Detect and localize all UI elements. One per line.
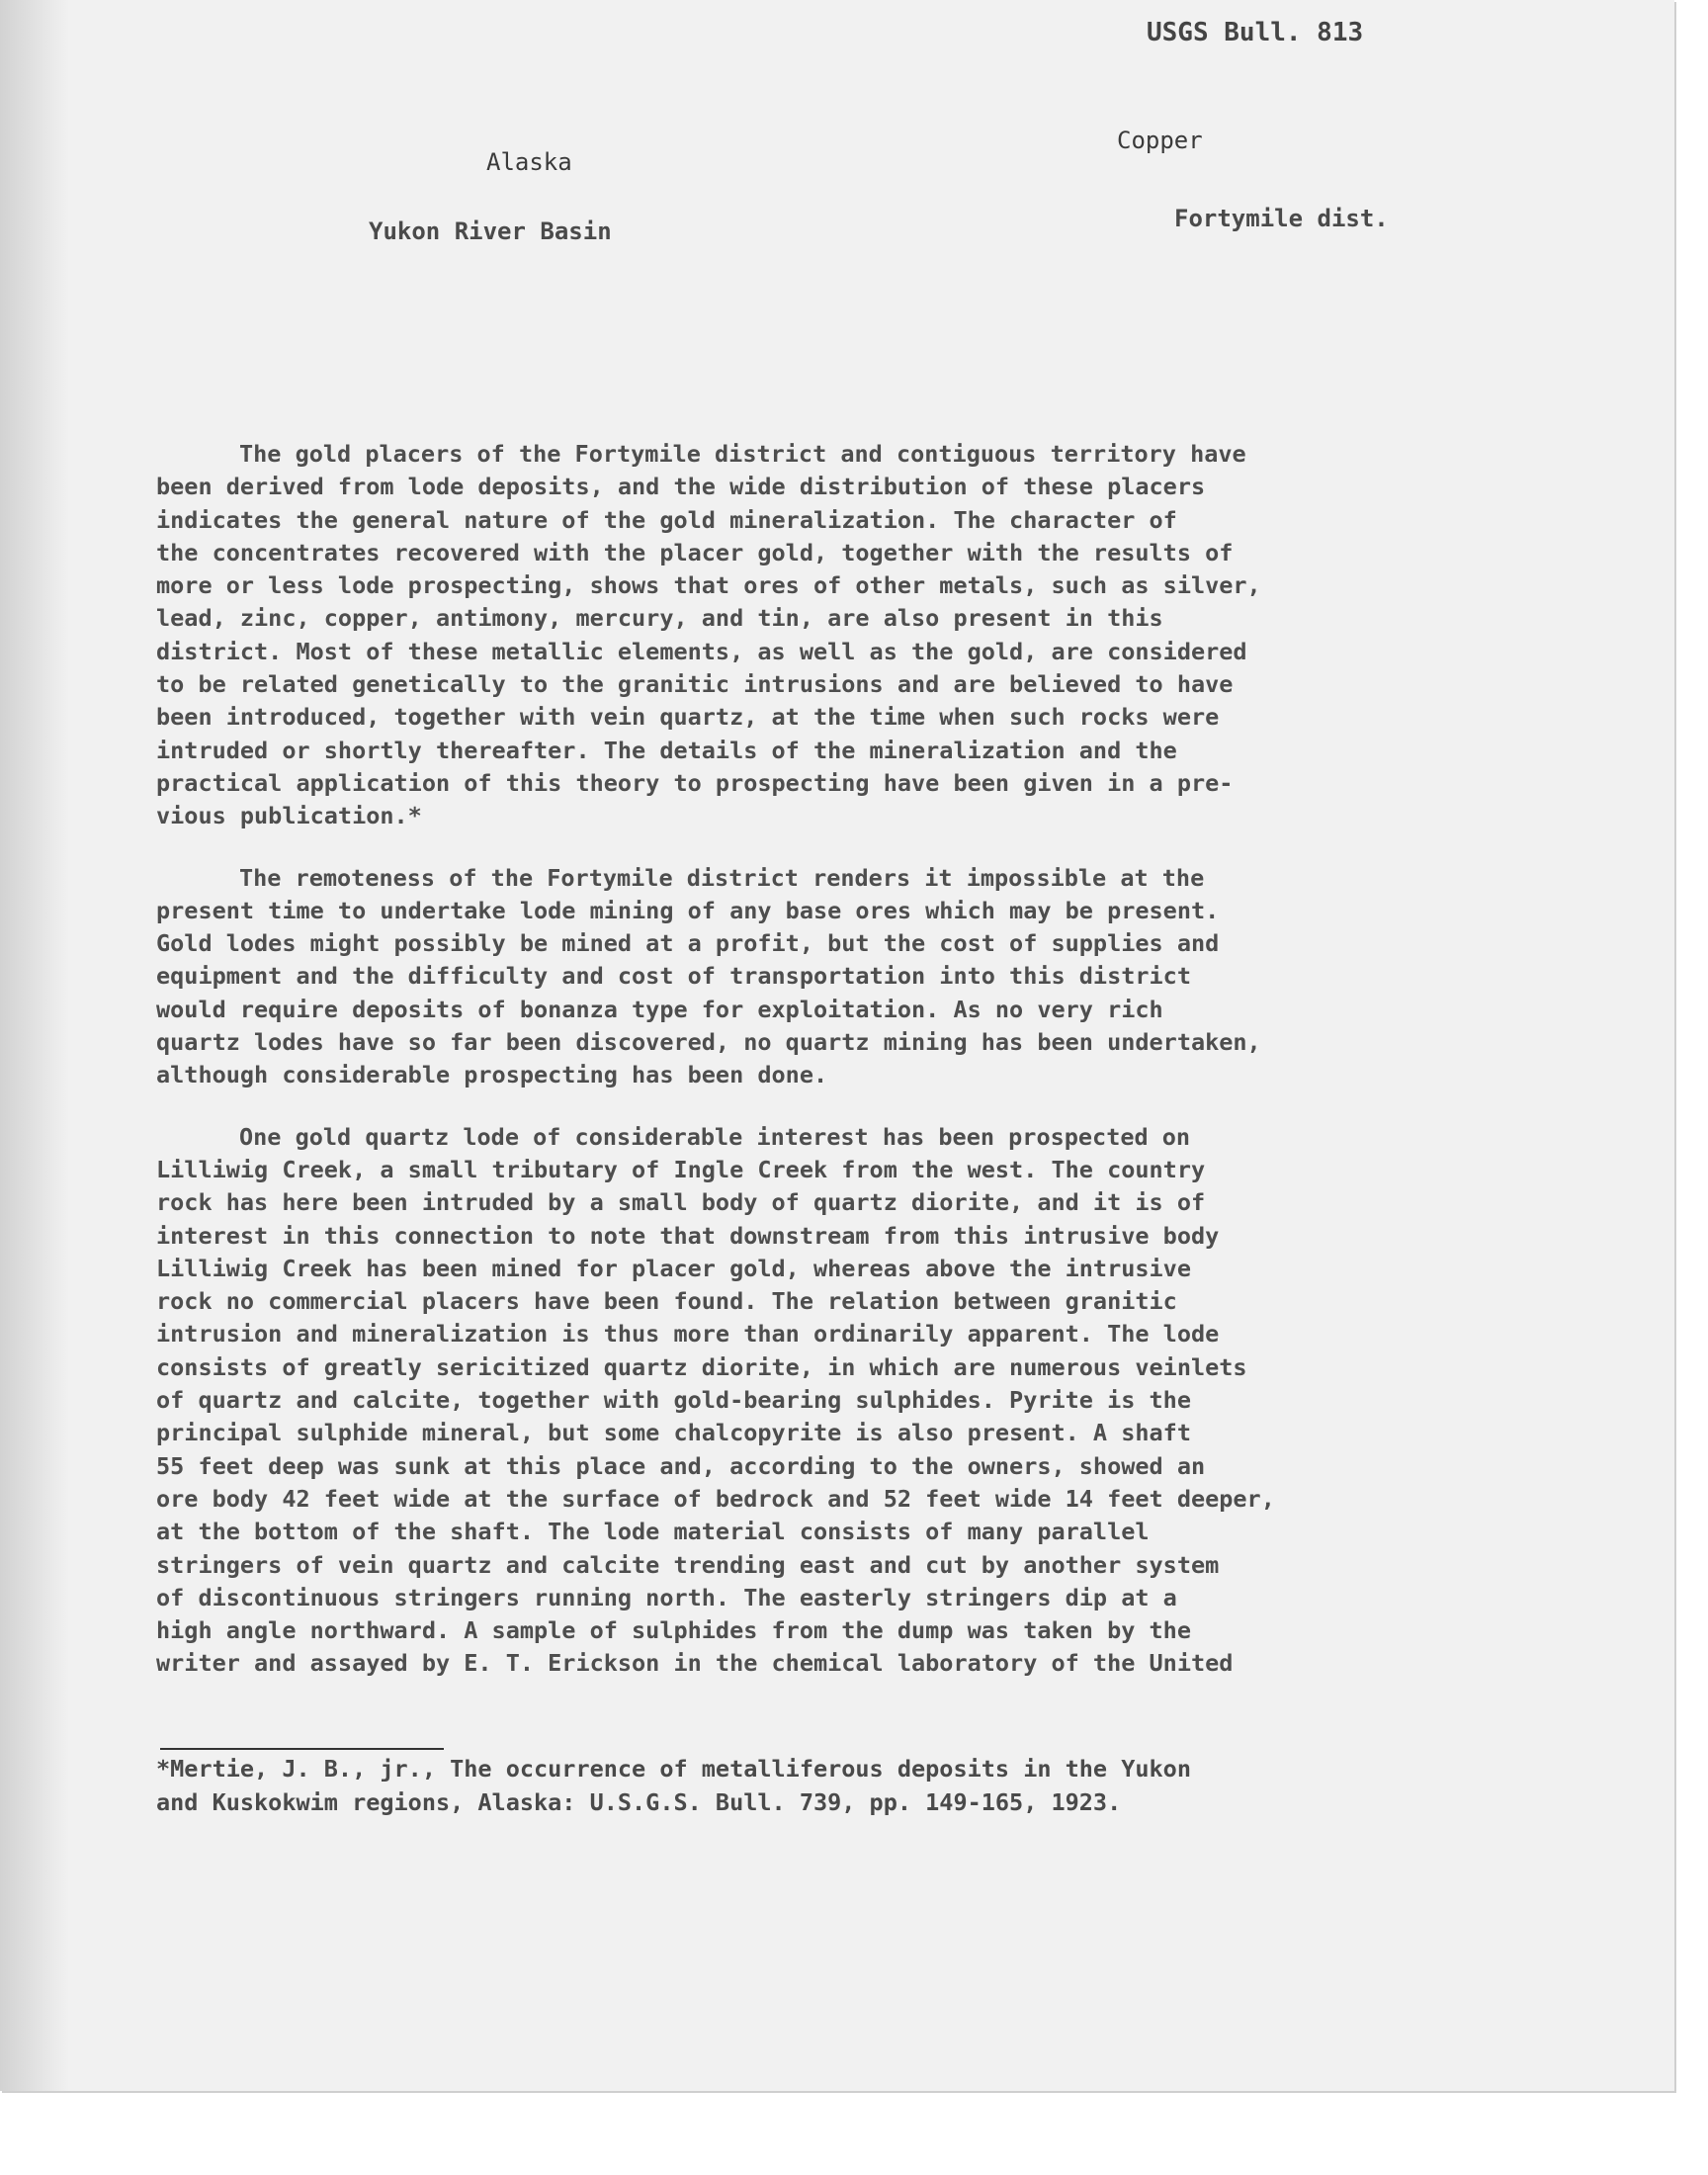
page-edge-shadow [0,0,69,2091]
paragraph-2: The remoteness of the Fortymile district renders it impossible at the present time to undertake lode mining of any base ores which may be present. Gold lodes might possibly be mined at a profit, but the cost of supplies and equipment and the difficulty and cost of transportation into this district would require deposits of bonanza type for exploitation. As no very rich quartz lodes have so far been discovered, no quartz mining has been undertaken, although considerable prospecting has been done. [156,863,1261,1089]
paragraph-1: The gold placers of the Fortymile district and contiguous territory have been derived from lode deposits, and the wide distribution of these placers indicates the general nature of the gold mineralization. The character of the concentrates recovered with the placer gold, together with the results of more or less lode prospecting, shows that ores of other metals, such as silver, lead, zinc, copper, antimony, mercury, and tin, are also present in this district. Most of these metallic elements, as well as the gold, are considered to be related genetically to the granitic intrusions and are believed to have been introduced, together with vein quartz, at the time when such rocks were intruded or shortly thereafter. The details of the mineralization and the practical application of this theory to prospecting have been given in a pre- vious publication.* [156,440,1261,830]
paragraph-3: One gold quartz lode of considerable interest has been prospected on Lilliwig Creek, a small tributary of Ingle Creek from the west. The country rock has here been intruded by a small body of quartz diorite, and it is of interest in this connection to note that downstream from this intrusive body Lilliwig Creek has been mined for placer gold, whereas above the intrusive rock no commercial placers have been found. The relation between granitic intrusion and mineralization is thus more than ordinarily apparent. The lode consists of greatly sericitized quartz diorite, in which are numerous veinlets of quartz and calcite, together with gold-bearing sulphides. Pyrite is the principal sulphide mineral, but some chalcopyrite is also present. A shaft 55 feet deep was sunk at this place and, according to the owners, showed an ore body 42 feet wide at the surface of bedrock and 52 feet wide 14 feet deeper, at the bottom of the shaft. The lode material consists of many parallel stringers of vein quartz and calcite trending east and cut by another system of discontinuous stringers running north. The easterly stringers dip at a high angle northward. A sample of sulphides from the dump was taken by the writer and assayed by E. T. Erickson in the chemical laboratory of the United [156,1122,1275,1678]
footnote-rule [160,1748,444,1750]
footnote: *Mertie, J. B., jr., The occurrence of metalliferous deposits in the Yukon and Kuskokwim regions, Alaska: U.S.G.S. Bull. 739, pp. 149-165, 1923. [156,1755,1191,1816]
body-text [156,438,1481,1709]
header-state: Alaska [486,148,572,176]
usgs-stamp: USGS Bull. 813 [1147,18,1364,47]
header-basin: Yukon River Basin [369,218,612,245]
header-district: Fortymile dist. [1174,205,1389,232]
header-commodity: Copper [1117,127,1203,154]
